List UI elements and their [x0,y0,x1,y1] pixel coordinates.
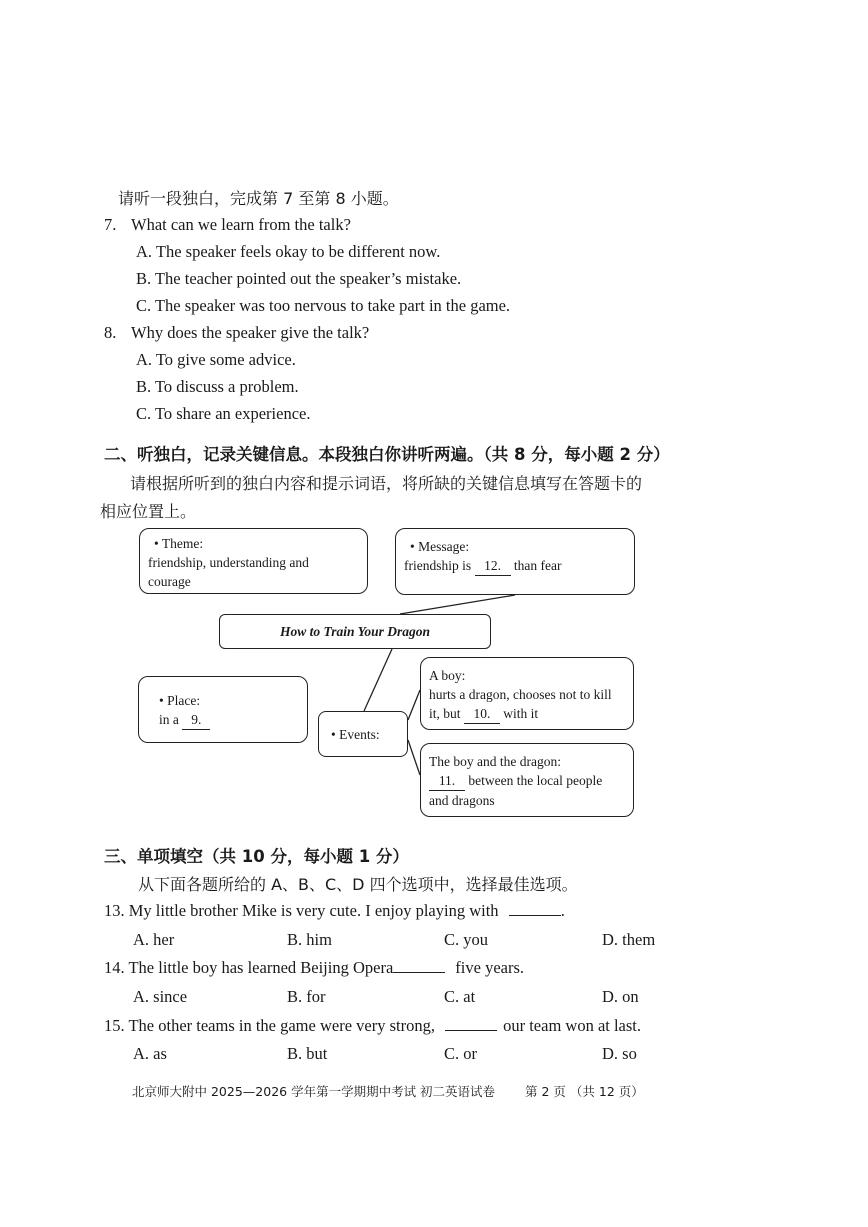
question-15-option-a[interactable]: A. as [133,1044,167,1063]
question-14-option-b[interactable]: B. for [287,987,326,1006]
boy-label: A boy: [429,668,466,683]
events-box [318,711,408,757]
place-box [138,676,308,743]
question-15-option-d[interactable]: D. so [602,1044,637,1063]
boy-pre: it, but [429,706,461,721]
question-14-option-c[interactable]: C. at [444,987,476,1006]
question-7-number: 7. [104,215,117,234]
question-8-option-a[interactable]: A. To give some advice. [136,350,296,369]
footer-page-number: 第 2 页 （共 12 页） [525,1084,644,1099]
blank-10[interactable]: 10. [464,704,500,724]
section-2-instruction-line1: 请根据所听到的独白内容和提示词语，将所缺的关键信息填写在答题卡的 [130,474,643,493]
question-13-option-d[interactable]: D. them [602,930,656,949]
pair-label: The boy and the dragon: [429,754,561,769]
question-15-blank[interactable] [445,1030,497,1031]
blank-11[interactable]: 11. [429,771,465,791]
events-label: • Events: [331,727,380,742]
place-pre: in a [159,712,179,727]
question-7-stem: What can we learn from the talk? [131,215,351,234]
page-footer [132,1082,644,1100]
question-13-blank[interactable] [509,915,561,916]
question-7-option-b[interactable]: B. The teacher pointed out the speaker’s mistake. [136,269,462,288]
question-8-number: 8. [104,323,117,342]
theme-label: • Theme: [154,536,204,551]
boy-line2 [429,704,625,724]
boy-line1: hurts a dragon, chooses not to kill [429,687,612,702]
boy-box [420,657,634,730]
question-13-stem-pre: 13. My little brother Mike is very cute. I enjoy playing with [104,901,499,920]
boy-post: with it [503,706,539,721]
footer-exam-title: 北京师大附中 2025—2026 学年第一学期期中考试 初二英语试卷 [132,1084,496,1099]
question-13-option-b[interactable]: B. him [287,930,332,949]
question-15-option-b[interactable]: B. but [287,1044,328,1063]
pair-line3: and dragons [429,793,495,808]
question-8-option-b[interactable]: B. To discuss a problem. [136,377,299,396]
listening-instruction: 请听一段独白，完成第 7 至第 8 小题。 [118,189,399,208]
question-15-stem [104,1016,641,1036]
theme-box [139,528,368,594]
question-14-blank[interactable] [393,972,445,973]
question-8-stem: Why does the speaker give the talk? [131,323,370,342]
message-pre: friendship is [404,558,472,573]
place-line [159,710,299,730]
theme-line2: courage [148,574,191,589]
section-3-heading: 三、单项填空（共 10 分，每小题 1 分） [104,847,409,866]
question-15-option-c[interactable]: C. or [444,1044,477,1063]
question-14-option-d[interactable]: D. on [602,987,639,1006]
question-13-option-a[interactable]: A. her [133,930,175,949]
boy-dragon-box [420,743,634,817]
blank-12[interactable]: 12. [475,556,511,576]
question-15-stem-pre: 15. The other teams in the game were very strong, [104,1016,435,1035]
question-13-option-c[interactable]: C. you [444,930,489,949]
pair-post: between the local people [468,773,603,788]
pair-line2 [429,771,625,791]
question-14-option-a[interactable]: A. since [133,987,188,1006]
message-post: than fear [513,558,562,573]
question-13-stem [104,901,565,921]
question-13-stem-post: . [560,901,565,920]
section-2-instruction-line2: 相应位置上。 [100,502,197,521]
question-7-option-c[interactable]: C. The speaker was too nervous to take part in the game. [136,296,511,315]
message-box [395,528,635,595]
message-label: • Message: [410,539,470,554]
question-8-option-c[interactable]: C. To share an experience. [136,404,311,423]
blank-9[interactable]: 9. [182,710,210,730]
question-14-stem [104,958,524,978]
question-14-stem-post: five years. [455,958,525,977]
place-label: • Place: [159,693,201,708]
question-14-stem-pre: 14. The little boy has learned Beijing Opera [104,958,394,977]
question-7-option-a[interactable]: A. The speaker feels okay to be different now. [136,242,441,261]
question-15-stem-post: our team won at last. [503,1016,642,1035]
diagram-title-box [219,614,491,649]
diagram-title: How to Train Your Dragon [279,624,431,639]
section-2-heading: 二、听独白，记录关键信息。本段独白你讲听两遍。（共 8 分，每小题 2 分） [104,445,670,464]
section-3-instruction: 从下面各题所给的 A、B、C、D 四个选项中，选择最佳选项。 [138,875,578,894]
theme-line1: friendship, understanding and [148,555,309,570]
message-line [404,556,626,576]
